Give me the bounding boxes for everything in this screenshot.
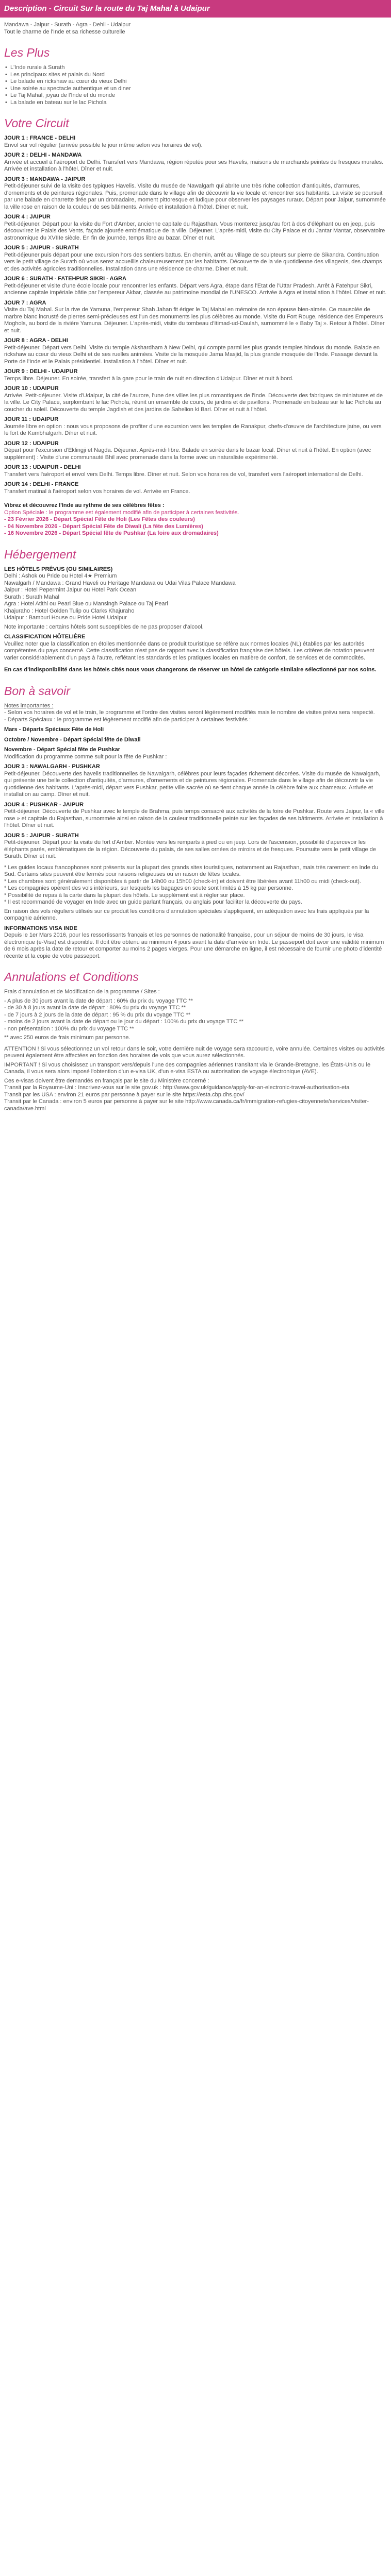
- banner-title: Description - Circuit Sur la route du Taj Mahal à Udaipur: [4, 4, 210, 13]
- hotel-item: Nawalgarh / Mandawa : Grand Haveli ou Heritage Mandawa ou Udai Vilas Palace Mandawa: [4, 580, 236, 586]
- attention-text: ATTENTION ! Si vous sélectionnez un vol retour dans le soir, votre dernière nuit de voyage sera raccourcie, voire annulée. Certaines visites ou activités peuvent également être affectées en fonction des horaires de vols que vous aurez sélectionnés.: [4, 1045, 385, 1059]
- visa-info-text: Depuis le 1er Mars 2016, pour les ressortissants français et les personnes de nationalité française, pour un séjour de moins de 30 jours, le visa électronique (e-Visa) est disponible. Il doit être obtenu au minimum 4 jours avant la date d'arrivée en Inde. Le passeport doit avoir une validité minimum de 6 mois après la date de retour et comporter au moins 2 pages vierges. Pour une démarche en ligne, il est nécessaire de fournir une photo d'identité récente et la copie de votre passeport.: [4, 932, 384, 959]
- hotel-item: Jaipur : Hotel Pepermint Jaipur ou Hotel Park Ocean: [4, 587, 137, 593]
- circuit-heading: Votre Circuit: [4, 116, 69, 130]
- day-title: JOUR 10 : UDAIPUR: [4, 385, 59, 392]
- list-item: • Le balade en rickshaw au cœur du vieux Delhi: [4, 78, 387, 86]
- day-title: JOUR 4 : PUSHKAR - JAIPUR: [4, 801, 84, 808]
- cancellation-footnote: ** avec 250 euros de frais minimum par personne.: [4, 1035, 131, 1041]
- cancellation-rule: - moins de 2 jours avant la date de départ ou le jour du départ : 100% du prix du voyage TTC **: [4, 1019, 243, 1025]
- day-title: JOUR 12 : UDAIPUR: [4, 440, 59, 447]
- hotel-item: Surath : Surath Mahal: [4, 594, 60, 600]
- hotel-item: Delhi : Ashok ou Pride ou Hotel 4★ Premium: [4, 573, 117, 579]
- day-title: JOUR 1 : FRANCE - DELHI: [4, 135, 76, 141]
- day-text: Petit-déjeuner puis départ pour une excursion hors des sentiers battus. En chemin, arrêt au village de sculpteurs sur pierre de Sikandra. Continuation vers le petit village de Surath où vous serez accueillis chaleureusement par les habitants. Découverte de la vie quotidienne des villageois, des champs et des activités agricoles traditionnelles. Installation dans une résidence de charme. Dîner et nuit.: [4, 251, 382, 272]
- day-title: JOUR 6 : SURATH - FATEHPUR SIKRI - AGRA: [4, 276, 126, 282]
- departure-date: - 23 Février 2026 - Départ Spécial Fête de Holi (Les Fêtes des couleurs): [4, 516, 195, 522]
- day-text: Envol sur vol régulier (arrivée possible le jour même selon vos horaires de vol).: [4, 142, 203, 148]
- day-text: Petit-déjeuner. Découverte de Pushkar avec le temple de Brahma, puis temps consacré aux activités de la foire de Pushkar. Route vers Jaipur, la « ville rose » et capitale du Rajasthan, surnommée ainsi en raison de la couleur traditionnelle peinte sur les façades de ses bâtiments. Arrivée et installation à l'hôtel. Dîner et nuit.: [4, 808, 385, 828]
- day-text: Transfert vers l'aéroport et envol vers Delhi. Temps libre. Dîner et nuit. Selon vos horaires de vol, transfert vers l'aéroport international de Delhi.: [4, 471, 363, 478]
- day-text: Transfert matinal à l'aéroport selon vos horaires de vol. Arrivée en France.: [4, 488, 190, 495]
- annulation-heading: Annulations et Conditions: [4, 970, 139, 984]
- cancellation-rule: - non présentation : 100% du prix du voyage TTC **: [4, 1025, 134, 1032]
- annulation-intro: Frais d'annulation et de Modification de la programme / Sites :: [4, 989, 160, 995]
- day-title: JOUR 5 : JAIPUR - SURATH: [4, 245, 79, 251]
- footer-line: Ces e-visas doivent être demandés en français par le site du Ministère concerné :: [4, 1077, 209, 1084]
- visa-info-title: INFORMATIONS VISA INDE: [4, 925, 77, 931]
- day-text: Visite du Taj Mahal. Sur la rive de Yamuna, l'empereur Shah Jahan fit ériger le Taj Mahal en mémoire de son épouse bien-aimée. Ce mausolée de marbre blanc incrusté de pierres semi-précieuses est l'un des monuments les plus célèbres au monde. Visite du Fort Rouge, résidence des Empereurs Moghols, au bord de la rivière Yamuna. Déjeuner. L'après-midi, visite du tombeau d'Itimad-ud-Daulah, surnommé le « Baby Taj ». Retour à l'hôtel. Dîner et nuit.: [4, 307, 385, 334]
- day-title: JOUR 9 : DELHI - UDAIPUR: [4, 368, 78, 375]
- day-text: Petit-déjeuner. Départ pour la visite du Fort d'Amber, ancienne capitale du Rajasthan. Vous monterez jusqu'au fort à dos d'éléphant ou en jeep, puis découvrirez le Palais des Vents, façade ajourée emblématique de la ville. Déjeuner. L'après-midi, visite du City Palace et du Jantar Mantar, observatoire astronomique du XVIIIe siècle. En fin de journée, temps libre au bazar. Dîner et nuit.: [4, 221, 385, 241]
- day-text: Temps libre. Déjeuner. En soirée, transfert à la gare pour le train de nuit en direction d'Udaipur. Dîner et nuit à bord.: [4, 375, 294, 382]
- day-text: Arrivée et accueil à l'aéroport de Delhi. Transfert vers Mandawa, région réputée pour ses Havelis, maisons de marchands peintes de fresques murales. Arrivée et installation à l'hôtel. Dîner et nuit.: [4, 159, 384, 172]
- list-item: • L'Inde rurale à Surath: [4, 64, 387, 72]
- info-bullet: * Les compagnies opèrent des vols intérieurs, sur lesquels les bagages en soute sont limités à 15 kg par personne.: [4, 885, 294, 891]
- hotel-note: Note importante : certains hôtels sont susceptibles de ne pas proposer d'alcool.: [4, 623, 204, 630]
- day-title: JOUR 11 : UDAIPUR: [4, 416, 59, 422]
- plus-heading: Les Plus: [4, 46, 50, 59]
- day-text: Petit-déjeuner suivi de la visite des typiques Havelis. Visite du musée de Nawalgarh qui abrite une très riche collection d'antiquités, d'armures, d'ornements et de peintures régionales. Puis, promenade dans le village afin de découvrir la vie locale et rencontrer ses habitants. La visite se poursuit par une balade en charrette tirée par un dromadaire, moment pittoresque et ludique pour observer les paysages ruraux. Départ pour Jaipur, surnommée la ville rose en raison de la couleur de ses bâtiments. Arrivée et installation à l'hôtel. Dîner et nuit.: [4, 183, 386, 210]
- day-text: Petit-déjeuner. Départ vers Delhi. Visite du temple Akshardham à New Delhi, qui compte parmi les plus grands temples hindous du monde. Balade en rickshaw au cœur du vieux Delhi et de ses ruelles animées. Visite de la mosquée Jama Masjid, la plus grande mosquée de l'Inde. Passage devant la Porte de l'Inde et le Palais présidentiel. Installation à l'hôtel. Dîner et nuit.: [4, 344, 380, 365]
- day-text: Petit-déjeuner. Départ pour la visite du fort d'Amber. Montée vers les remparts à pied ou en jeep. Lors de l'ascension, possibilité d'apercevoir les éléphants parés, emblématiques de la région. Découverte du palais, de ses salles ornées de miroirs et de fresques. Poursuite vers le petit village de Surath. Dîner et nuit.: [4, 839, 376, 859]
- footer-line: Transit par la Royaume-Uni : Inscrivez-vous sur le site gov.uk : http://www.gov.uk/guidance/apply-for-an-electronic-travel-authorisation-eta: [4, 1084, 350, 1091]
- departure-date: - 04 Novembre 2026 - Départ Spécial Fête de Diwali (La fête des Lumières): [4, 523, 203, 530]
- departure-date: - 16 Novembre 2026 - Départ Spécial fête de Pushkar (La foire aux dromadaires): [4, 530, 219, 536]
- footer-line: Transit par les USA : environ 21 euros par personne à payer sur le site https://esta.cbp.dhs.gov/: [4, 1091, 245, 1098]
- main-content: [4, 22, 387, 1112]
- note-line: - Selon vos horaires de vol et le train, le programme et l'ordre des visites seront légèrement modifiés mais le nombre de visites prévu sera respecté.: [4, 709, 375, 716]
- day-title: JOUR 13 : UDAIPUR - DELHI: [4, 464, 81, 470]
- day-text: Petit-déjeuner et visite d'une école locale pour rencontrer les enfants. Départ vers Agra, étape dans l'Etat de l'Uttar Pradesh. Arrêt à Fatehpur Sikri, ancienne capitale impériale bâtie par l'empereur Akbar, classée au patrimoine mondial de l'UNESCO. Arrivée à Agra et installation à l'hôtel. Dîner et nuit.: [4, 282, 387, 296]
- hotel-item: Udaipur : Bamburi House ou Pride Hotel Udaipur: [4, 615, 127, 621]
- bon-a-savoir-heading: Bon à savoir: [4, 684, 70, 698]
- day-title: JOUR 5 : JAIPUR - SURATH: [4, 832, 79, 839]
- hotel-item: Agra : Hotel Atithi ou Pearl Blue ou Mansingh Palace ou Taj Pearl: [4, 601, 168, 607]
- cancellation-rule: - de 30 à 8 jours avant la date de départ : 80% du prix du voyage TTC **: [4, 1005, 186, 1011]
- day-title: JOUR 3 : MANDAWA - JAIPUR: [4, 176, 86, 182]
- plus-list: [4, 64, 387, 106]
- day-text: Départ pour l'excursion d'Eklingji et Nagda. Déjeuner. Après-midi libre. Balade en soirée dans le bazar local. Dîner et nuit à l'hôtel. En option (avec supplément) : Visite d'une communauté Bhil avec promenade dans la forme avec un naturaliste expérimenté.: [4, 447, 371, 461]
- departures-title: Vibrez et découvrez l'Inde au rythme de ses célèbres fêtes :: [4, 502, 165, 509]
- cancellation-rule: - de 7 jours à 2 jours de la date de départ : 95 % du prix du voyage TTC **: [4, 1011, 191, 1018]
- day-title: JOUR 7 : AGRA: [4, 299, 46, 306]
- intro-route: Mandawa - Jaipur - Surath - Agra - Dehli - Udaipur: [4, 22, 131, 28]
- circuit-days: [4, 135, 387, 495]
- note-line: Novembre - Départ Spécial fête de Pushkar: [4, 747, 120, 753]
- day-title: JOUR 3 : NAWALGARH - PUSHKAR: [4, 764, 100, 770]
- notes-subtitle: Notes importantes :: [4, 702, 54, 709]
- day-title: JOUR 8 : AGRA - DELHI: [4, 337, 68, 344]
- info-bullet: * Les chambres sont généralement disponibles à partir de 14h00 ou 15h00 (check-in) et doivent être libérées avant 11h00 ou midi (check-out).: [4, 878, 361, 885]
- day-title: JOUR 4 : JAIPUR: [4, 214, 51, 220]
- classification-title: CLASSIFICATION HÔTELIÈRE: [4, 634, 86, 640]
- important-text: IMPORTANT ! Si vous choisissez un transport vers/depuis l'une des compagnies aériennes transitant via le Grande-Bretagne, les États-Unis ou le Canada, il vous sera alors imposé l'obtention d'un e-visa UK, d'un e-visa ESTA ou autorisation de voyage électronique (AVE).: [4, 1061, 371, 1075]
- list-item: • Les principaux sites et palais du Nord: [4, 72, 387, 79]
- day-text: Petit-déjeuner. Découverte des havelis traditionnelles de Nawalgarh, célèbres pour leurs façades richement décorées. Visite du musée de Nawalgarh, qui présente une belle collection d'antiquités, d'armures, d'ornements et de peintures régionales. Promenade dans le village afin de découvrir la vie quotidienne des habitants. L'après-midi, départ vers Pushkar, petite ville sacrée où se tient chaque année la célèbre foire aux chameaux. Arrivée et installation au camp. Dîner et nuit.: [4, 770, 381, 798]
- hotels-subheading: LES HÔTELS PRÉVUS (OU SIMILAIRES): [4, 566, 113, 572]
- day-text: Journée libre en option : nous vous proposons de profiter d'une excursion vers les temples de Ranakpur, chefs-d'œuvre de l'architecture jaïne, ou vers le fort de Kumbhalgarh. Dîner et nuit.: [4, 423, 382, 436]
- hotel-closing: En cas d'indisponibilité dans les hôtels cités nous vous changerons de réserver un hôtel de catégorie similaire sélectionné par nos soins.: [4, 667, 377, 673]
- footer-line: Transit par le Canada : environ 5 euros par personne à payer sur le site http://www.canada.ca/fr/immigration-refugies-citoyennete/services/visiter-canada/ave.html: [4, 1098, 369, 1112]
- list-item: • Le Taj Mahal, joyau de l'Inde et du monde: [4, 92, 387, 99]
- hebergement-heading: Hébergement: [4, 547, 76, 561]
- note-line: - Départs Spéciaux : le programme est légèrement modifié afin de participer à certaines festivités :: [4, 716, 251, 723]
- list-item: • La balade en bateau sur le lac Pichola: [4, 99, 387, 107]
- info-bullet: * Possibilité de repas à la carte dans la plupart des hôtels. Le supplément est à régler sur place.: [4, 892, 245, 899]
- hotel-item: Khajuraho : Hotel Golden Tulip ou Clarks Khajuraho: [4, 607, 135, 614]
- day-title: JOUR 14 : DELHI - FRANCE: [4, 481, 79, 487]
- classification-text: Veuillez noter que la classification en étoiles mentionnée dans ce produit touristique se réfère aux normes locales (NL) établies par les autorités compétentes du pays concerné. Cette classification n'est pas de rapport avec la classification française des hôtels. Les critères de notation peuvent varier considérablement d'un pays à l'autre, reflétant les standards et les pratiques locales en matière de confort, de services et de commodités.: [4, 640, 374, 661]
- note-line: Octobre / Novembre - Départ Spécial fête de Diwali: [4, 736, 141, 743]
- title-banner: [0, 0, 391, 18]
- list-item: • Une soirée au spectacle authentique et un diner: [4, 86, 387, 93]
- info-bullet: * Les guides locaux francophones sont présents sur la plupart des grands sites touristiques, notamment au Rajasthan, mais très rarement en Inde du Sud. Certains sites peuvent être fermés pour raisons religieuses ou en raison de fêtes locales.: [4, 864, 379, 877]
- day-text: Arrivée. Petit-déjeuner. Visite d'Udaipur, la cité de l'aurore, l'une des villes les plus romantiques de l'Inde. Découverte des fabriques de miniatures et de la ville. Le City Palace, surplombant le lac Pichola, réunit un ensemble de cours, de jardins et de pavillons. Promenade en bateau sur le lac Pichola au coucher du soleil. Découverte du temple Jagdish et des jardins de Sahelion ki Bari. Dîner et nuit à l'hôtel.: [4, 392, 383, 413]
- note-line: Modification du programme comme suit pour la fête de Pushkar :: [4, 753, 167, 760]
- flight-conditions-text: En raison des vols réguliers utilisés sur ce produit les conditions d'annulation spéciales s'appliquent, en adéquation avec les frais appliqués par la compagnie aérienne.: [4, 908, 369, 921]
- option-line: Option Spéciale : le programme est également modifié afin de participer à certaines festivités.: [4, 509, 239, 516]
- intro-tagline: Tout le charme de l'Inde et sa richesse culturelle: [4, 28, 125, 35]
- day-title: JOUR 2 : DELHI - MANDAWA: [4, 152, 82, 158]
- cancellation-rule: - A plus de 30 jours avant la date de départ : 60% du prix du voyage TTC **: [4, 997, 193, 1004]
- info-bullet: * Il est recommandé de voyager en Inde avec un guide parlant français, ou anglais pour faciliter la découverte du pays.: [4, 899, 302, 905]
- note-line: Mars - Départs Spéciaux Fête de Holi: [4, 726, 104, 733]
